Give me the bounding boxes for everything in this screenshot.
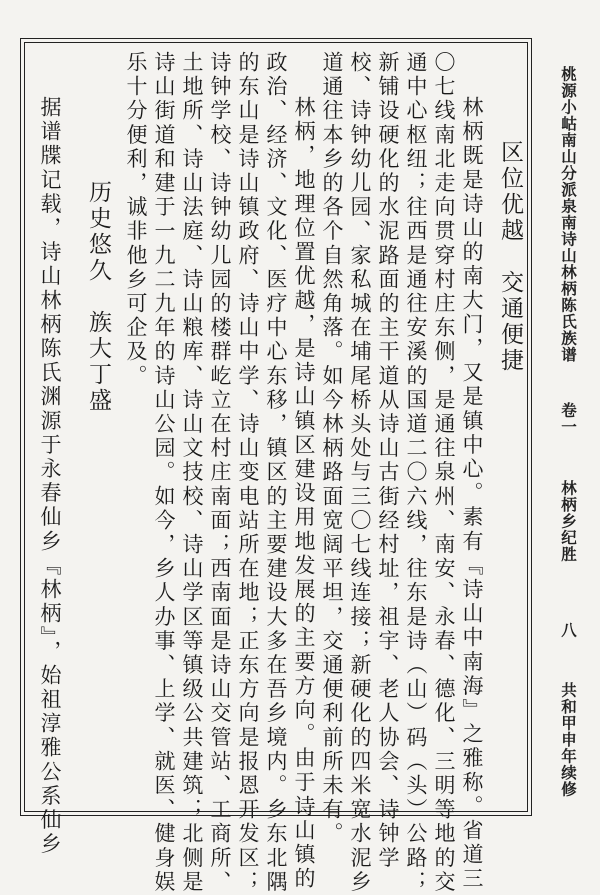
edition-label: 共和甲申年续修 xyxy=(559,682,577,798)
text-line: 的东山是诗山镇政府、诗山中学、诗山变电站所在地；正东方向是报恩开发区； xyxy=(236,51,260,895)
text-line: 新铺设硬化的水泥路面的主干道从诗山古街经村址，祖宇、老人协会、诗钟学 xyxy=(376,51,400,871)
text-line: 土地所、诗山法庭、诗山粮库、诗山文技校、诗山学区等镇级公共建筑；北侧是 xyxy=(180,51,204,895)
text-line: 乐十分便利，诚非他乡可企及。 xyxy=(124,51,148,389)
text-line: 诗山街道和建于一九二九年的诗山公园。如今，乡人办事、上学、就医、健身娱 xyxy=(152,51,176,895)
section1-heading: 区位优越 交通便捷 xyxy=(497,140,523,374)
text-line: 道通往本乡的各个自然角落。如今林柄路面宽阔平坦，交通便利前所未有。 xyxy=(320,51,344,847)
text-line: 诗钟学校、诗钟幼儿园的楼群屹立在村庄南面；西南面是诗山交管站、工商所、 xyxy=(208,51,232,895)
text-line: 政治、经济、文化、医疗中心东移，镇区的主要建设大多在吾乡境内。乡东北隅 xyxy=(264,51,288,895)
page-number: 八 xyxy=(559,622,577,639)
text-line: 校、诗钟幼儿园、家私城在埔尾桥头处与三〇七线连接；新硬化的四米宽水泥乡 xyxy=(348,51,372,895)
section-label: 林柄乡纪胜 xyxy=(559,480,577,563)
volume-label: 卷一 xyxy=(559,402,577,435)
text-line: 据谱牒记载，诗山林柄陈氏渊源于永春仙乡『林柄』，始祖淳雅公系仙乡 xyxy=(38,96,62,857)
text-line: 林柄既是诗山的南大门，又是镇中心。素有『诗山中南海』之雅称。省道三 xyxy=(460,96,484,892)
book-title: 桃源小岵南山分派泉南诗山林柄陈氏族谱 xyxy=(559,66,577,363)
text-line: 林柄，地理位置优越，是诗山镇区建设用地发展的主要方向。由于诗山镇的 xyxy=(292,96,316,892)
text-line: 〇七线南北走向贯穿村庄东侧，是通往泉州、南安、永春、德化、三明等地的交 xyxy=(432,51,456,895)
text-line: 通中心枢纽；往西是通往安溪的国道二〇六线，往东是诗（山）码（头）公路； xyxy=(404,51,428,895)
section2-heading: 历史悠久 族大丁盛 xyxy=(85,180,111,414)
